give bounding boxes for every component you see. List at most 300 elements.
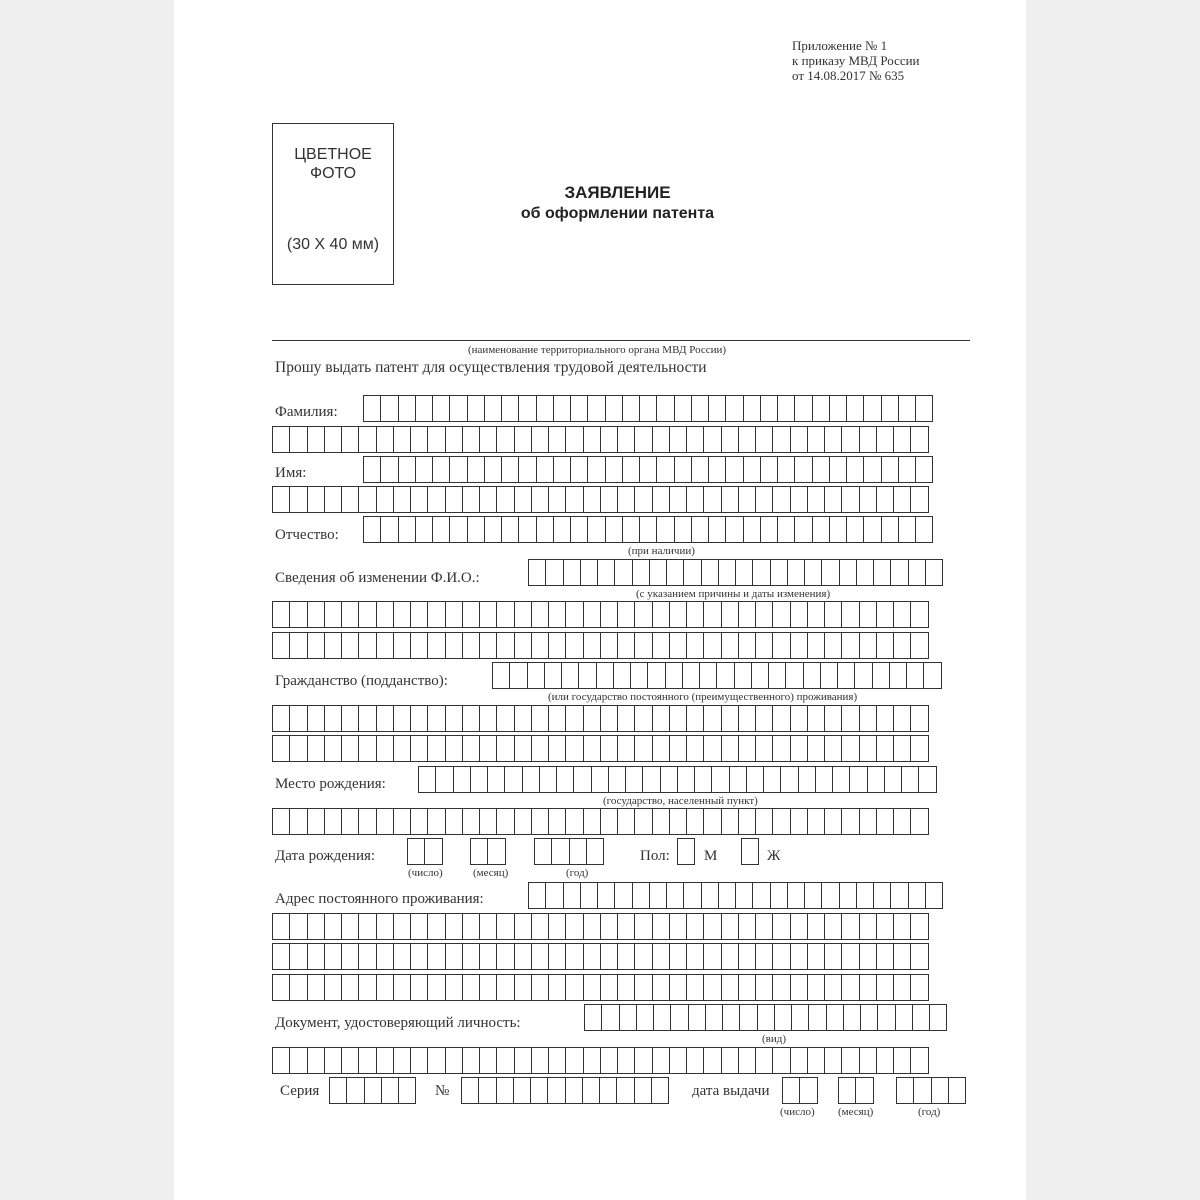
form-cell[interactable] <box>634 632 652 659</box>
form-cell[interactable] <box>398 516 416 543</box>
form-cell[interactable] <box>514 1047 532 1074</box>
form-cell[interactable] <box>686 632 704 659</box>
form-cell[interactable] <box>289 913 307 940</box>
form-cell[interactable] <box>484 395 502 422</box>
form-cell[interactable] <box>583 913 601 940</box>
form-cell[interactable] <box>608 766 626 793</box>
form-cell[interactable] <box>893 601 911 628</box>
form-cell[interactable] <box>735 882 753 909</box>
form-cell[interactable] <box>536 456 554 483</box>
form-cell[interactable] <box>479 486 497 513</box>
form-cell[interactable] <box>398 395 416 422</box>
form-cell[interactable] <box>738 808 756 835</box>
form-cell[interactable] <box>652 705 670 732</box>
form-cell[interactable] <box>729 766 747 793</box>
form-cell[interactable] <box>462 705 480 732</box>
form-cell[interactable] <box>634 1077 652 1104</box>
form-cell[interactable] <box>772 974 790 1001</box>
form-cell[interactable] <box>787 559 805 586</box>
form-cell[interactable] <box>445 913 463 940</box>
form-cell[interactable] <box>630 662 648 689</box>
form-cell[interactable] <box>768 662 786 689</box>
form-cell[interactable] <box>514 426 532 453</box>
form-cell[interactable] <box>634 705 652 732</box>
form-cell[interactable] <box>534 838 552 865</box>
form-cell[interactable] <box>755 632 773 659</box>
form-cell[interactable] <box>867 766 885 793</box>
form-cell[interactable] <box>839 882 857 909</box>
form-cell[interactable] <box>721 632 739 659</box>
form-cell[interactable] <box>587 395 605 422</box>
form-cell[interactable] <box>307 735 325 762</box>
form-cell[interactable] <box>703 632 721 659</box>
form-cell[interactable] <box>570 395 588 422</box>
form-cell[interactable] <box>445 426 463 453</box>
form-cell[interactable] <box>445 486 463 513</box>
form-cell[interactable] <box>651 1077 669 1104</box>
form-cell[interactable] <box>841 808 859 835</box>
form-cell[interactable] <box>324 486 342 513</box>
form-cell[interactable] <box>376 426 394 453</box>
form-cell[interactable] <box>496 705 514 732</box>
form-cell[interactable] <box>565 943 583 970</box>
form-cell[interactable] <box>289 426 307 453</box>
form-cell[interactable] <box>653 1004 671 1031</box>
form-cell[interactable] <box>479 808 497 835</box>
form-cell[interactable] <box>553 516 571 543</box>
form-cell[interactable] <box>893 974 911 1001</box>
form-cell[interactable] <box>760 395 778 422</box>
form-cell[interactable] <box>777 516 795 543</box>
form-cell[interactable] <box>910 1047 928 1074</box>
form-cell[interactable] <box>686 705 704 732</box>
form-cell[interactable] <box>734 662 752 689</box>
form-cell[interactable] <box>686 1047 704 1074</box>
name-change-cells-1[interactable] <box>528 559 943 586</box>
form-cell[interactable] <box>435 766 453 793</box>
form-cell[interactable] <box>856 559 874 586</box>
form-cell[interactable] <box>686 735 704 762</box>
form-cell[interactable] <box>666 882 684 909</box>
form-cell[interactable] <box>583 486 601 513</box>
form-cell[interactable] <box>445 632 463 659</box>
form-cell[interactable] <box>358 601 376 628</box>
form-cell[interactable] <box>376 974 394 1001</box>
form-cell[interactable] <box>324 735 342 762</box>
form-cell[interactable] <box>563 882 581 909</box>
form-cell[interactable] <box>570 516 588 543</box>
form-cell[interactable] <box>718 882 736 909</box>
form-cell[interactable] <box>622 516 640 543</box>
form-cell[interactable] <box>669 943 687 970</box>
form-cell[interactable] <box>358 943 376 970</box>
form-cell[interactable] <box>832 766 850 793</box>
form-cell[interactable] <box>893 486 911 513</box>
form-cell[interactable] <box>307 426 325 453</box>
form-cell[interactable] <box>906 662 924 689</box>
form-cell[interactable] <box>479 735 497 762</box>
birthplace-cells-2[interactable] <box>272 808 929 835</box>
form-cell[interactable] <box>484 456 502 483</box>
form-cell[interactable] <box>790 808 808 835</box>
form-cell[interactable] <box>341 601 359 628</box>
form-cell[interactable] <box>445 601 463 628</box>
form-cell[interactable] <box>666 559 684 586</box>
form-cell[interactable] <box>876 601 894 628</box>
form-cell[interactable] <box>470 838 488 865</box>
form-cell[interactable] <box>272 426 290 453</box>
form-cell[interactable] <box>824 974 842 1001</box>
form-cell[interactable] <box>556 766 574 793</box>
form-cell[interactable] <box>807 974 825 1001</box>
form-cell[interactable] <box>798 766 816 793</box>
form-cell[interactable] <box>908 882 926 909</box>
form-cell[interactable] <box>686 486 704 513</box>
form-cell[interactable] <box>616 1077 634 1104</box>
form-cell[interactable] <box>682 662 700 689</box>
form-cell[interactable] <box>898 395 916 422</box>
form-cell[interactable] <box>407 838 425 865</box>
form-cell[interactable] <box>591 766 609 793</box>
form-cell[interactable] <box>565 705 583 732</box>
form-cell[interactable] <box>496 1077 514 1104</box>
form-cell[interactable] <box>743 456 761 483</box>
form-cell[interactable] <box>763 766 781 793</box>
form-cell[interactable] <box>518 395 536 422</box>
citizenship-cells-1[interactable] <box>492 662 942 689</box>
form-cell[interactable] <box>514 486 532 513</box>
form-cell[interactable] <box>701 882 719 909</box>
form-cell[interactable] <box>846 516 864 543</box>
form-cell[interactable] <box>410 974 428 1001</box>
form-cell[interactable] <box>824 808 842 835</box>
form-cell[interactable] <box>583 943 601 970</box>
birthplace-cells-1[interactable] <box>418 766 937 793</box>
form-cell[interactable] <box>427 943 445 970</box>
form-cell[interactable] <box>272 943 290 970</box>
form-cell[interactable] <box>863 456 881 483</box>
form-cell[interactable] <box>873 559 891 586</box>
form-cell[interactable] <box>617 601 635 628</box>
form-cell[interactable] <box>307 1047 325 1074</box>
form-cell[interactable] <box>376 808 394 835</box>
form-cell[interactable] <box>617 486 635 513</box>
form-cell[interactable] <box>583 601 601 628</box>
form-cell[interactable] <box>760 456 778 483</box>
form-cell[interactable] <box>790 735 808 762</box>
form-cell[interactable] <box>677 766 695 793</box>
form-cell[interactable] <box>703 486 721 513</box>
form-cell[interactable] <box>876 426 894 453</box>
form-cell[interactable] <box>772 735 790 762</box>
form-cell[interactable] <box>531 601 549 628</box>
form-cell[interactable] <box>649 882 667 909</box>
form-cell[interactable] <box>780 766 798 793</box>
form-cell[interactable] <box>324 808 342 835</box>
form-cell[interactable] <box>514 705 532 732</box>
form-cell[interactable] <box>774 1004 792 1031</box>
form-cell[interactable] <box>272 735 290 762</box>
form-cell[interactable] <box>639 516 657 543</box>
form-cell[interactable] <box>545 882 563 909</box>
issue-day-cells[interactable] <box>782 1077 818 1104</box>
form-cell[interactable] <box>393 735 411 762</box>
form-cell[interactable] <box>755 486 773 513</box>
form-cell[interactable] <box>721 1047 739 1074</box>
form-cell[interactable] <box>677 838 695 865</box>
form-cell[interactable] <box>807 632 825 659</box>
birth-month-cells[interactable] <box>470 838 506 865</box>
series-cells[interactable] <box>329 1077 416 1104</box>
form-cell[interactable] <box>341 974 359 1001</box>
form-cell[interactable] <box>462 974 480 1001</box>
form-cell[interactable] <box>829 456 847 483</box>
form-cell[interactable] <box>461 1077 479 1104</box>
form-cell[interactable] <box>634 735 652 762</box>
form-cell[interactable] <box>772 601 790 628</box>
form-cell[interactable] <box>634 601 652 628</box>
form-cell[interactable] <box>272 808 290 835</box>
form-cell[interactable] <box>530 1077 548 1104</box>
form-cell[interactable] <box>307 705 325 732</box>
form-cell[interactable] <box>931 1077 949 1104</box>
form-cell[interactable] <box>289 1047 307 1074</box>
form-cell[interactable] <box>496 974 514 1001</box>
form-cell[interactable] <box>570 456 588 483</box>
form-cell[interactable] <box>358 974 376 1001</box>
form-cell[interactable] <box>376 913 394 940</box>
form-cell[interactable] <box>910 735 928 762</box>
form-cell[interactable] <box>794 395 812 422</box>
form-cell[interactable] <box>445 808 463 835</box>
form-cell[interactable] <box>854 662 872 689</box>
form-cell[interactable] <box>829 395 847 422</box>
form-cell[interactable] <box>514 943 532 970</box>
form-cell[interactable] <box>876 632 894 659</box>
form-cell[interactable] <box>859 632 877 659</box>
form-cell[interactable] <box>548 1047 566 1074</box>
form-cell[interactable] <box>376 632 394 659</box>
form-cell[interactable] <box>324 632 342 659</box>
form-cell[interactable] <box>660 766 678 793</box>
form-cell[interactable] <box>893 1047 911 1074</box>
form-cell[interactable] <box>393 632 411 659</box>
form-cell[interactable] <box>548 601 566 628</box>
form-cell[interactable] <box>859 426 877 453</box>
form-cell[interactable] <box>669 486 687 513</box>
form-cell[interactable] <box>787 882 805 909</box>
form-cell[interactable] <box>614 882 632 909</box>
form-cell[interactable] <box>755 808 773 835</box>
form-cell[interactable] <box>393 913 411 940</box>
form-cell[interactable] <box>721 943 739 970</box>
form-cell[interactable] <box>445 1047 463 1074</box>
form-cell[interactable] <box>859 705 877 732</box>
form-cell[interactable] <box>918 766 936 793</box>
form-cell[interactable] <box>824 632 842 659</box>
form-cell[interactable] <box>896 1077 914 1104</box>
form-cell[interactable] <box>703 426 721 453</box>
form-cell[interactable] <box>893 943 911 970</box>
citizenship-cells-3[interactable] <box>272 735 929 762</box>
form-cell[interactable] <box>410 486 428 513</box>
form-cell[interactable] <box>860 1004 878 1031</box>
form-cell[interactable] <box>363 516 381 543</box>
form-cell[interactable] <box>872 662 890 689</box>
form-cell[interactable] <box>703 1047 721 1074</box>
form-cell[interactable] <box>307 601 325 628</box>
form-cell[interactable] <box>587 456 605 483</box>
form-cell[interactable] <box>738 632 756 659</box>
form-cell[interactable] <box>617 943 635 970</box>
form-cell[interactable] <box>565 1047 583 1074</box>
form-cell[interactable] <box>622 395 640 422</box>
form-cell[interactable] <box>652 486 670 513</box>
form-cell[interactable] <box>605 395 623 422</box>
form-cell[interactable] <box>341 426 359 453</box>
form-cell[interactable] <box>913 1077 931 1104</box>
form-cell[interactable] <box>669 808 687 835</box>
form-cell[interactable] <box>691 456 709 483</box>
form-cell[interactable] <box>669 705 687 732</box>
form-cell[interactable] <box>703 735 721 762</box>
form-cell[interactable] <box>772 705 790 732</box>
form-cell[interactable] <box>358 735 376 762</box>
form-cell[interactable] <box>398 456 416 483</box>
form-cell[interactable] <box>669 974 687 1001</box>
form-cell[interactable] <box>859 943 877 970</box>
form-cell[interactable] <box>859 486 877 513</box>
form-cell[interactable] <box>341 486 359 513</box>
form-cell[interactable] <box>479 426 497 453</box>
form-cell[interactable] <box>289 486 307 513</box>
form-cell[interactable] <box>613 662 631 689</box>
form-cell[interactable] <box>445 705 463 732</box>
form-cell[interactable] <box>619 1004 637 1031</box>
form-cell[interactable] <box>410 426 428 453</box>
form-cell[interactable] <box>504 766 522 793</box>
form-cell[interactable] <box>893 426 911 453</box>
form-cell[interactable] <box>341 913 359 940</box>
form-cell[interactable] <box>799 1077 817 1104</box>
form-cell[interactable] <box>876 808 894 835</box>
form-cell[interactable] <box>427 974 445 1001</box>
form-cell[interactable] <box>462 735 480 762</box>
form-cell[interactable] <box>841 943 859 970</box>
form-cell[interactable] <box>324 913 342 940</box>
form-cell[interactable] <box>432 456 450 483</box>
form-cell[interactable] <box>636 1004 654 1031</box>
form-cell[interactable] <box>410 943 428 970</box>
form-cell[interactable] <box>427 486 445 513</box>
form-cell[interactable] <box>841 974 859 1001</box>
form-cell[interactable] <box>686 808 704 835</box>
form-cell[interactable] <box>824 1047 842 1074</box>
form-cell[interactable] <box>617 1047 635 1074</box>
form-cell[interactable] <box>652 1047 670 1074</box>
form-cell[interactable] <box>376 735 394 762</box>
form-cell[interactable] <box>380 395 398 422</box>
id-kind-cells[interactable] <box>272 1047 929 1074</box>
form-cell[interactable] <box>846 395 864 422</box>
form-cell[interactable] <box>341 943 359 970</box>
form-cell[interactable] <box>843 1004 861 1031</box>
form-cell[interactable] <box>807 735 825 762</box>
form-cell[interactable] <box>478 1077 496 1104</box>
form-cell[interactable] <box>694 766 712 793</box>
form-cell[interactable] <box>381 1077 399 1104</box>
form-cell[interactable] <box>757 1004 775 1031</box>
form-cell[interactable] <box>492 662 510 689</box>
form-cell[interactable] <box>415 395 433 422</box>
form-cell[interactable] <box>652 974 670 1001</box>
form-cell[interactable] <box>859 1047 877 1074</box>
form-cell[interactable] <box>358 486 376 513</box>
form-cell[interactable] <box>889 662 907 689</box>
form-cell[interactable] <box>849 766 867 793</box>
form-cell[interactable] <box>561 662 579 689</box>
form-cell[interactable] <box>324 601 342 628</box>
form-cell[interactable] <box>479 632 497 659</box>
form-cell[interactable] <box>514 601 532 628</box>
form-cell[interactable] <box>479 1047 497 1074</box>
form-cell[interactable] <box>923 662 941 689</box>
form-cell[interactable] <box>449 456 467 483</box>
form-cell[interactable] <box>770 559 788 586</box>
form-cell[interactable] <box>634 808 652 835</box>
form-cell[interactable] <box>605 516 623 543</box>
form-cell[interactable] <box>528 559 546 586</box>
form-cell[interactable] <box>470 766 488 793</box>
form-cell[interactable] <box>418 766 436 793</box>
form-cell[interactable] <box>807 913 825 940</box>
form-cell[interactable] <box>772 808 790 835</box>
form-cell[interactable] <box>398 1077 416 1104</box>
form-cell[interactable] <box>876 486 894 513</box>
birth-day-cells[interactable] <box>407 838 443 865</box>
form-cell[interactable] <box>518 456 536 483</box>
form-cell[interactable] <box>462 486 480 513</box>
form-cell[interactable] <box>445 735 463 762</box>
form-cell[interactable] <box>915 456 933 483</box>
form-cell[interactable] <box>859 735 877 762</box>
form-cell[interactable] <box>699 662 717 689</box>
form-cell[interactable] <box>790 486 808 513</box>
form-cell[interactable] <box>721 705 739 732</box>
form-cell[interactable] <box>600 735 618 762</box>
form-cell[interactable] <box>686 426 704 453</box>
form-cell[interactable] <box>665 662 683 689</box>
form-cell[interactable] <box>307 808 325 835</box>
form-cell[interactable] <box>929 1004 947 1031</box>
form-cell[interactable] <box>912 1004 930 1031</box>
form-cell[interactable] <box>462 808 480 835</box>
form-cell[interactable] <box>479 913 497 940</box>
form-cell[interactable] <box>686 974 704 1001</box>
form-cell[interactable] <box>596 662 614 689</box>
form-cell[interactable] <box>841 735 859 762</box>
form-cell[interactable] <box>341 808 359 835</box>
form-cell[interactable] <box>807 1047 825 1074</box>
form-cell[interactable] <box>876 705 894 732</box>
form-cell[interactable] <box>548 808 566 835</box>
form-cell[interactable] <box>363 395 381 422</box>
form-cell[interactable] <box>674 395 692 422</box>
form-cell[interactable] <box>393 486 411 513</box>
form-cell[interactable] <box>548 735 566 762</box>
form-cell[interactable] <box>725 516 743 543</box>
form-cell[interactable] <box>877 1004 895 1031</box>
